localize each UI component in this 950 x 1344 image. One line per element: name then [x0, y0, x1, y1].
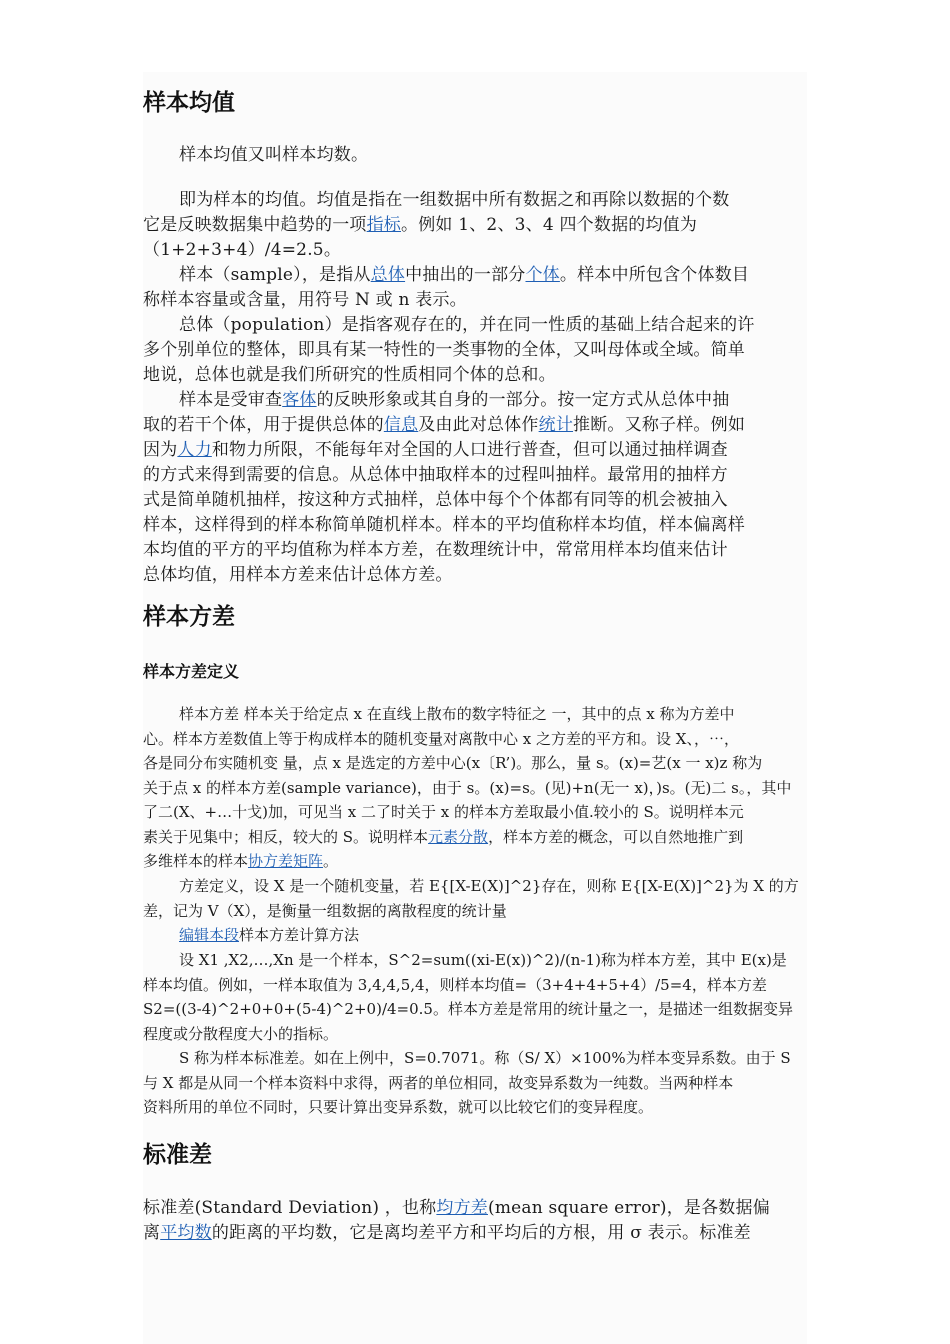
paragraph-mean-definition	[143, 188, 807, 263]
text-line: 标准差(Standard Deviation) ，也称均方差(mean square error)，是各数据偏	[143, 1198, 770, 1218]
link-statistics[interactable]: 统计	[538, 415, 574, 435]
link-information[interactable]: 信息	[383, 415, 419, 435]
text-line: 地说，总体也就是我们所研究的性质相同个体的总和。	[143, 365, 556, 385]
text-line: 设 X1 ,X2,…,Xn 是一个样本，S^2=sum((xi-E(x))^2)/(n-1)称为样本方差，其中 E(x)是	[179, 951, 787, 969]
link-mean-square-error[interactable]: 均方差	[436, 1198, 488, 1218]
text-line: 样本，这样得到的样本称简单随机样本。样本的平均值称样本均值，样本偏离样	[143, 515, 745, 535]
paragraph-std-coefficient	[143, 1046, 807, 1120]
paragraph-sample	[143, 263, 807, 313]
text-line: 素关于见集中；相反，较大的 S。说明样本元素分散，样本方差的概念，可以自然地推广到	[143, 827, 744, 846]
text-line: 的方式来得到需要的信息。从总体中抽取样本的过程叫抽样。最常用的抽样方	[143, 465, 728, 485]
text-line: 资料所用的单位不同时，只要计算出变异系数，就可以比较它们的变异程度。	[143, 1098, 654, 1116]
text-line: 样本（sample），是指从总体中抽出的一部分个体。样本中所包含个体数目	[179, 265, 750, 285]
text-line: 样本均值又叫样本均数。	[179, 145, 369, 165]
text-line: 程度或分散程度大小的指标。	[143, 1024, 339, 1043]
text-line: 与 X 都是从同一个样本资料中求得，两者的单位相同，故变异系数为一纯数。当两种样本	[143, 1073, 734, 1092]
link-indicator[interactable]: 指标	[366, 215, 402, 235]
text-line: 即为样本的均值。均值是指在一组数据中所有数据之和再除以数据的个数	[179, 190, 730, 210]
paragraph-standard-deviation	[143, 1196, 807, 1246]
paragraph-mean-intro	[143, 143, 807, 168]
text-line: 关于点 x 的样本方差(sample variance)，由于 s。(x)=s。(见)+n(无一 x)，)s。(无)二 s。，其中	[143, 778, 792, 797]
link-average[interactable]: 平均数	[160, 1223, 212, 1243]
text-line: 方差定义，设 X 是一个随机变量，若 E{[X-E(X)]^2}存在，则称 E{[X-E(X)]^2}为 X 的方	[179, 877, 799, 895]
subheading-variance-definition: 样本方差定义	[143, 662, 240, 681]
text-line: 样本均值。例如，一样本取值为 3,4,4,5,4，则样本均值=（3+4+4+5+4）/5=4，样本方差	[143, 975, 767, 994]
text-line: 心。样本方差数值上等于构成样本的随机变量对离散中心 x 之方差的平方和。设 X、，⋯，	[143, 729, 739, 748]
heading-sample-variance: 样本方差	[143, 604, 235, 630]
text-line: 它是反映数据集中趋势的一项指标。例如 1、2、3、4 四个数据的均值为	[143, 215, 698, 235]
link-covariance-matrix[interactable]: 协方差矩阵	[248, 852, 324, 870]
text-line: 各是同分布实随机变 量，点 x 是选定的方差中心(x〔R’)。那么，量 s。(x)=艺(x 一 x)z 称为	[143, 754, 763, 772]
link-individual[interactable]: 个体	[525, 265, 560, 285]
text-line: 了二(X、+…十戈)加，可见当 x 二了时关于 x 的样本方差取最小值.较小的 S。说明样本元	[143, 803, 744, 821]
text-line: 差，记为 V（X），是衡量一组数据的离散程度的统计量	[143, 901, 507, 920]
text-line: 称样本容量或含量，用符号 N 或 n 表示。	[143, 290, 467, 310]
heading-standard-deviation: 标准差	[143, 1142, 212, 1168]
text-line: 式是简单随机抽样，按这种方式抽样，总体中每个个体都有同等的机会被抽入	[143, 490, 728, 510]
text-line: 取的若干个体，用于提供总体的信息及由此对总体作统计推断。又称子样。例如	[143, 415, 746, 435]
edit-section-link[interactable]: 编辑本段	[179, 926, 240, 944]
paragraph-sample-object	[143, 388, 807, 588]
text-line: 样本方差 样本关于给定点 x 在直线上散布的数字特征之 一，其中的点 x 称为方差中	[179, 705, 735, 723]
text-line: 因为人力和物力所限，不能每年对全国的人口进行普查，但可以通过抽样调查	[143, 440, 728, 460]
link-population[interactable]: 总体	[370, 265, 406, 285]
text-line: 样本是受审查客体的反映形象或其自身的一部分。按一定方式从总体中抽	[179, 390, 730, 410]
link-manpower[interactable]: 人力	[177, 440, 212, 460]
paragraph-variance-formal	[143, 874, 807, 948]
text-line: 本均值的平方的平均值称为样本方差，在数理统计中，常常用样本均值来估计	[143, 540, 728, 560]
paragraph-variance-definition	[143, 702, 807, 874]
text-line: 离平均数的距离的平均数，它是离均差平方和平均后的方根，用 σ 表示。标准差	[143, 1223, 751, 1243]
heading-sample-mean: 样本均值	[143, 90, 235, 116]
link-object[interactable]: 客体	[282, 390, 317, 410]
paragraph-population	[143, 313, 807, 388]
paragraph-variance-calc	[143, 948, 807, 1046]
text-line: S 称为样本标准差。如在上例中，S=0.7071。称（S/ X）×100%为样本变异系数。由于 S	[179, 1049, 791, 1067]
text-line: （1+2+3+4）/4=2.5。	[143, 240, 342, 260]
text-line: 总体（population）是指客观存在的，并在同一性质的基础上结合起来的许	[179, 315, 755, 335]
text-line: 总体均值，用样本方差来估计总体方差。	[143, 565, 453, 585]
text-line: S2=((3-4)^2+0+0+(5-4)^2+0)/4=0.5。样本方差是常用的统计量之一，是描述一组数据变异	[143, 1000, 793, 1018]
text-line: 多维样本的样本协方差矩阵。	[143, 852, 339, 870]
text-line: 编辑本段样本方差计算方法	[179, 926, 360, 944]
text-line: 多个别单位的整体，即具有某一特性的一类事物的全体，又叫母体或全域。简单	[143, 340, 745, 360]
link-element-dispersion[interactable]: 元素分散	[428, 827, 489, 846]
